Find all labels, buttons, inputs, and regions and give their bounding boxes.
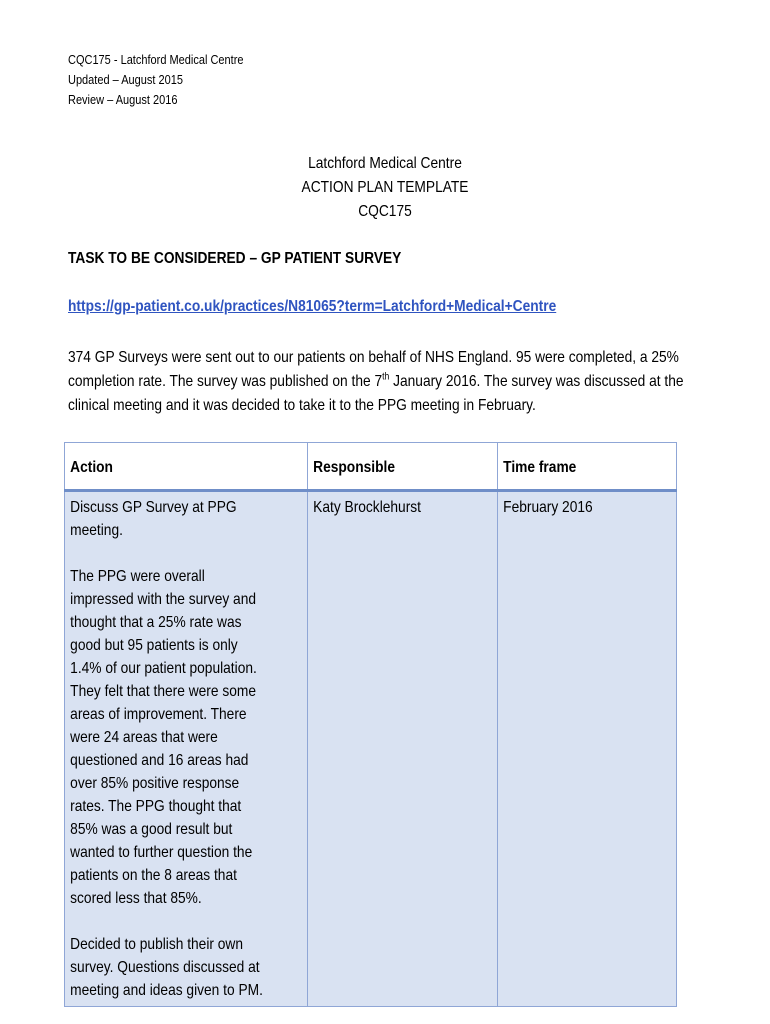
- title-block: [0, 152, 770, 224]
- table-header-row: [65, 443, 677, 491]
- intro-text-1: 374 GP Surveys were sent out to our patients on behalf of NHS England. 95 were completed, a 25% completion rate. The survey was published on the 7: [68, 349, 679, 390]
- practice-name: Latchford Medical Centre: [308, 155, 462, 172]
- template-code: CQC175: [358, 203, 412, 220]
- timeframe-cell: February 2016: [497, 491, 676, 1007]
- template-title: ACTION PLAN TEMPLATE: [301, 179, 469, 196]
- intro-text-2: January 2016. The survey was discussed at the clinical meeting and it was decided to take it to the PPG meeting in February.: [68, 373, 684, 414]
- header-review: Review – August 2016: [68, 93, 178, 107]
- intro-paragraph: [68, 346, 704, 418]
- column-header-action: Action: [65, 443, 308, 491]
- action-item: The PPG were overall impressed with the survey and thought that a 25% rate was good but 95 patients is only 1.4% of our patient population. They felt that there were some areas of improvement. There were 24 areas that were questioned and 16 areas had over 85% positive response rates. The PPG thought that 85% was a good result but wanted to further question the patients on the 8 areas that scored less that 85%.: [70, 568, 257, 907]
- action-item: Discuss GP Survey at PPG meeting.: [70, 499, 237, 539]
- column-header-timeframe: Time frame: [497, 443, 676, 491]
- document-header: [68, 50, 243, 110]
- responsible-cell: Katy Brocklehurst: [308, 491, 498, 1007]
- action-item: Decided to publish their own survey. Questions discussed at meeting and ideas given to PM.: [70, 936, 263, 999]
- header-updated: Updated – August 2015: [68, 73, 183, 87]
- header-doc-ref: CQC175 - Latchford Medical Centre: [68, 53, 244, 67]
- action-plan-table: [64, 442, 677, 1007]
- action-cell: [65, 491, 308, 1007]
- table-row: [65, 491, 677, 1007]
- intro-superscript: th: [382, 371, 390, 383]
- column-header-responsible: Responsible: [308, 443, 498, 491]
- task-heading: TASK TO BE CONSIDERED – GP PATIENT SURVEY: [68, 250, 402, 267]
- survey-link[interactable]: https://gp-patient.co.uk/practices/N81065?term=Latchford+Medical+Centre: [68, 298, 557, 315]
